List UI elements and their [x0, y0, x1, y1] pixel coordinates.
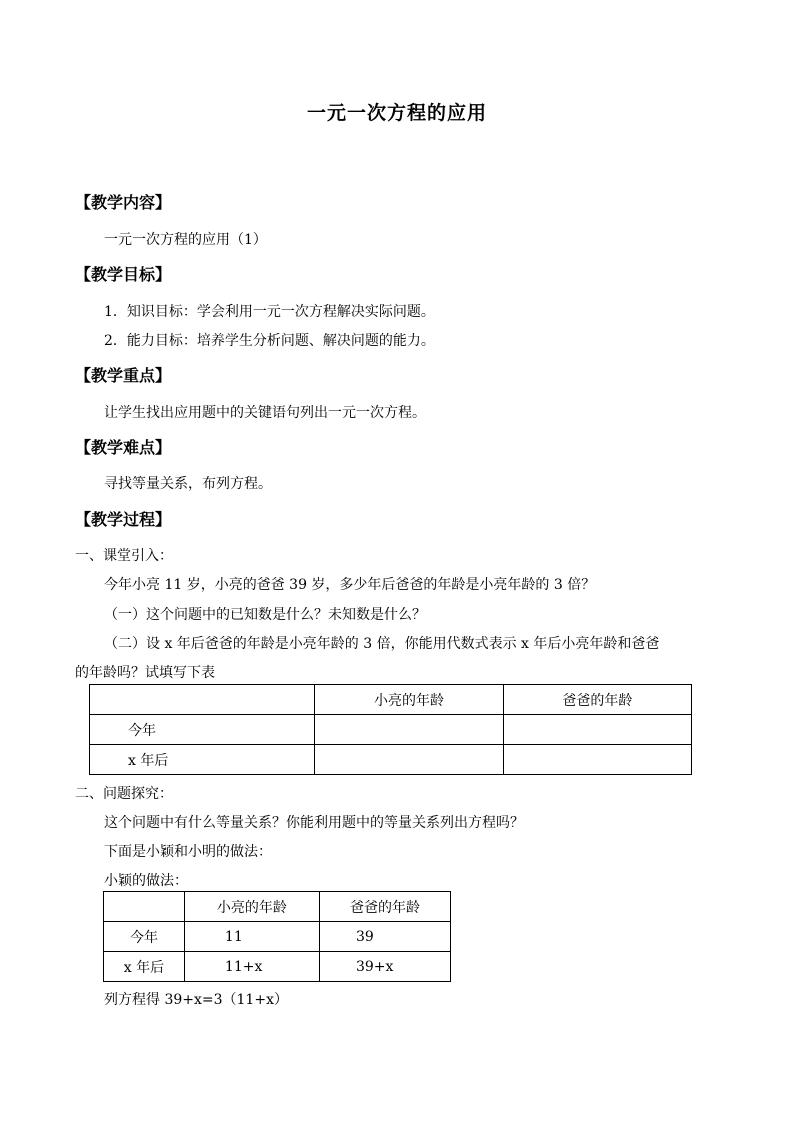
goal-item-1: 1．知识目标：学会利用一元一次方程解决实际问题。: [104, 304, 435, 320]
table-row: [104, 952, 451, 982]
document-title: 一元一次方程的应用: [306, 102, 487, 124]
table-header-xiaoliang-age: 小亮的年龄: [315, 685, 503, 715]
part1-heading: 一、课堂引入：: [75, 548, 173, 564]
heading-teaching-focus: 【教学重点】: [75, 366, 172, 385]
table-cell: [503, 745, 691, 775]
table-header-xiaoliang-age: 小亮的年龄: [184, 892, 319, 922]
table-header-father-age: 爸爸的年龄: [503, 685, 691, 715]
heading-teaching-difficulty: 【教学难点】: [75, 438, 172, 457]
teaching-difficulty-text: 寻找等量关系，布列方程。: [104, 476, 272, 492]
table-row-label: x 年后: [90, 745, 315, 775]
goal-item-2: 2．能力目标：培养学生分析问题、解决问题的能力。: [104, 333, 435, 349]
part2-intro: 下面是小颖和小明的做法：: [104, 844, 272, 860]
table-cell: [104, 892, 185, 922]
table-row: [104, 922, 451, 952]
part2-heading: 二、问题探究：: [75, 786, 173, 802]
table-cell: 11+x: [184, 952, 319, 982]
part1-question-1: （一）这个问题中的已知数是什么？未知数是什么？: [104, 607, 426, 623]
part2-question: 这个问题中有什么等量关系？你能利用题中的等量关系列出方程吗？: [104, 815, 524, 831]
teaching-focus-text: 让学生找出应用题中的关键语句列出一元一次方程。: [104, 405, 426, 421]
part1-question-2-line1: （二）设 x 年后爸爸的年龄是小亮年龄的 3 倍，你能用代数式表示 x 年后小亮年龄和爸爸: [104, 636, 660, 652]
table-row-label: 今年: [90, 715, 315, 745]
table-cell: 39+x: [319, 952, 450, 982]
table-row: [90, 715, 692, 745]
teaching-content-text: 一元一次方程的应用（1）: [104, 232, 267, 248]
table-header-row: [90, 685, 692, 715]
table-row: [90, 745, 692, 775]
table-cell: [90, 685, 315, 715]
part1-problem: 今年小亮 11 岁，小亮的爸爸 39 岁，多少年后爸爸的年龄是小亮年龄的 3 倍？: [104, 577, 596, 593]
fill-in-table: [89, 684, 692, 775]
table-cell: [503, 715, 691, 745]
table-cell: 39: [319, 922, 450, 952]
method-label: 小颖的做法：: [104, 873, 188, 889]
heading-teaching-goals: 【教学目标】: [75, 265, 172, 284]
table-header-father-age: 爸爸的年龄: [319, 892, 450, 922]
heading-teaching-process: 【教学过程】: [75, 510, 172, 529]
table-header-row: [104, 892, 451, 922]
xiaoying-method-table: [103, 891, 451, 982]
heading-teaching-content: 【教学内容】: [75, 193, 172, 212]
equation-text: 列方程得 39+x=3（11+x）: [104, 992, 288, 1008]
table-cell: 11: [184, 922, 319, 952]
table-cell: [315, 715, 503, 745]
part1-question-2-line2: 的年龄吗？试填写下表: [75, 665, 215, 681]
table-cell: [315, 745, 503, 775]
table-row-label: 今年: [104, 922, 185, 952]
table-row-label: x 年后: [104, 952, 185, 982]
